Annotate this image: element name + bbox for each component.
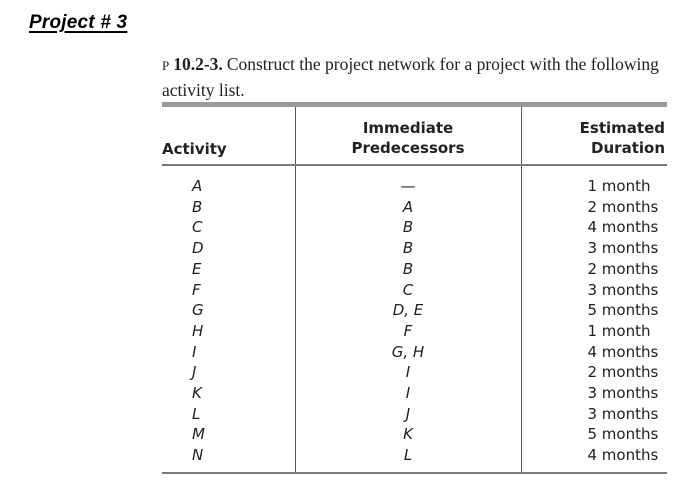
table-row: [162, 424, 667, 445]
activity-cell: L: [192, 404, 201, 423]
activity-cell: K: [192, 384, 202, 403]
problem-number: 10.2-3.: [173, 54, 223, 74]
duration-cell: 4 months: [587, 446, 659, 465]
activity-cell: J: [192, 363, 197, 382]
predecessors-cell: L: [295, 445, 521, 472]
predecessors-cell: A: [295, 197, 521, 218]
predecessors-cell: B: [295, 238, 521, 259]
activity-cell: H: [192, 321, 204, 340]
predecessors-cell: K: [295, 424, 521, 445]
predecessors-cell: J: [295, 404, 521, 425]
predecessors-cell: C: [295, 280, 521, 301]
problem-statement: [162, 52, 667, 102]
table-row: [162, 197, 667, 218]
activity-cell: F: [192, 280, 201, 299]
activity-cell: G: [192, 301, 204, 320]
table-row: [162, 321, 667, 342]
table-row: [162, 362, 667, 383]
duration-cell: 3 months: [587, 280, 659, 299]
table-row: [162, 238, 667, 259]
table-row: [162, 217, 667, 238]
activity-cell: M: [192, 425, 205, 444]
table-row: [162, 166, 667, 197]
predecessors-cell: I: [295, 383, 521, 404]
activity-cell: E: [192, 259, 202, 278]
table-row: [162, 280, 667, 301]
project-title: Project # 3: [29, 12, 128, 33]
activity-cell: D: [192, 239, 204, 258]
activity-cell: N: [192, 446, 204, 465]
table-row: [162, 445, 667, 472]
table-row: [162, 383, 667, 404]
table-row: [162, 300, 667, 321]
table-row: [162, 404, 667, 425]
predecessors-cell: I: [295, 362, 521, 383]
duration-cell: 2 months: [587, 197, 659, 216]
predecessors-cell: B: [295, 259, 521, 280]
predecessors-cell: B: [295, 217, 521, 238]
activity-cell: A: [192, 177, 203, 195]
predecessors-cell: G, H: [295, 342, 521, 363]
activity-cell: B: [192, 197, 203, 216]
table-row: [162, 342, 667, 363]
header-duration: Estimated Duration: [579, 119, 665, 157]
duration-cell: 4 months: [587, 342, 659, 361]
duration-cell: 3 months: [587, 384, 659, 403]
duration-cell: 1 month: [587, 177, 651, 195]
duration-cell: 2 months: [587, 259, 659, 278]
header-predecessors: Immediate Predecessors: [295, 107, 521, 164]
duration-cell: 4 months: [587, 218, 659, 237]
problem-mark: P: [162, 58, 170, 73]
predecessors-cell: —: [295, 166, 521, 197]
duration-cell: 5 months: [587, 301, 659, 320]
predecessors-cell: D, E: [295, 300, 521, 321]
duration-cell: 2 months: [587, 363, 659, 382]
duration-cell: 3 months: [587, 239, 659, 258]
activity-cell: C: [192, 218, 203, 237]
activity-table: [162, 102, 667, 474]
problem-text: Construct the project network for a project with the following activity list.: [162, 54, 659, 100]
table-header-row: [162, 107, 667, 164]
activity-cell: I: [192, 342, 197, 361]
predecessors-cell: F: [295, 321, 521, 342]
duration-cell: 1 month: [587, 321, 651, 340]
table-row: [162, 259, 667, 280]
duration-cell: 5 months: [587, 425, 659, 444]
duration-cell: 3 months: [587, 404, 659, 423]
table-bottom-rule: [162, 472, 667, 474]
header-activity: Activity: [162, 140, 227, 158]
